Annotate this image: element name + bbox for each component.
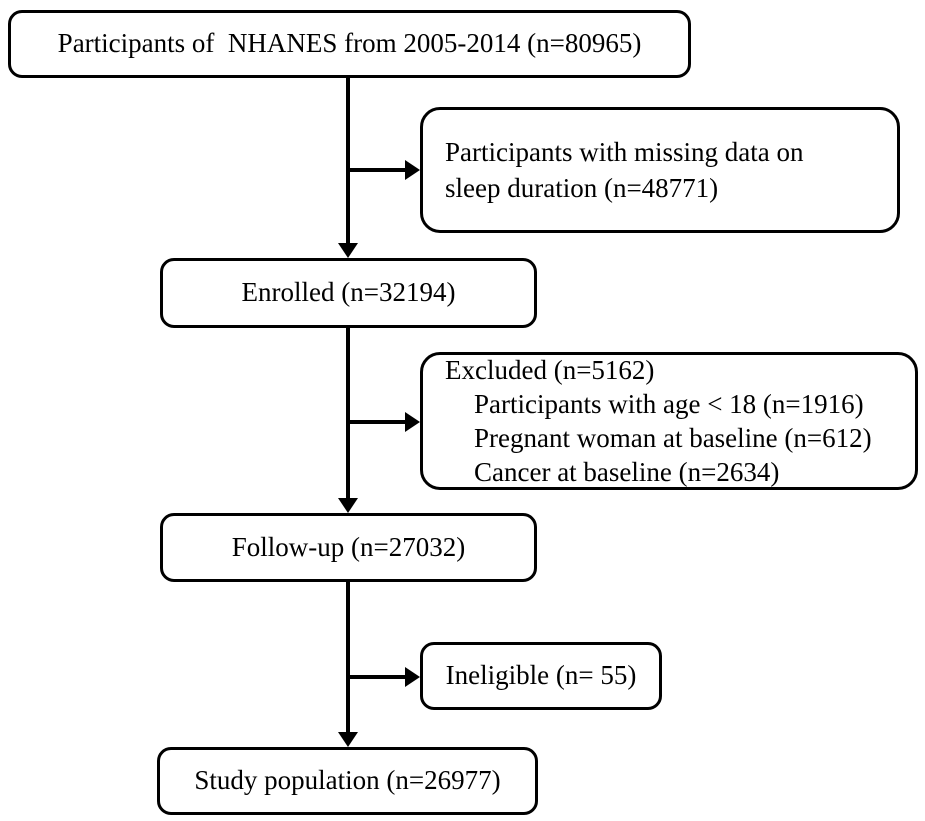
arrowhead-right-missing <box>405 160 420 180</box>
excluded-title: Excluded (n=5162) <box>445 355 655 385</box>
connector-to-missing <box>346 168 406 172</box>
connector-followup-to-study <box>346 580 350 735</box>
box-study-population: Study population (n=26977) <box>157 747 538 815</box>
excluded-item-cancer: Cancer at baseline (n=2634) <box>474 457 780 487</box>
box-excluded <box>420 352 918 490</box>
missing-line-2: sleep duration (n=48771) <box>445 173 719 203</box>
arrowhead-down-followup <box>338 498 358 513</box>
box-nhanes-participants: Participants of NHANES from 2005-2014 (n=80965) <box>8 10 691 78</box>
box-ineligible: Ineligible (n= 55) <box>420 642 662 710</box>
connector-to-ineligible <box>346 675 406 679</box>
arrowhead-right-excluded <box>405 412 420 432</box>
arrowhead-down-enrolled <box>338 243 358 258</box>
box-followup: Follow-up (n=27032) <box>160 513 537 582</box>
missing-line-1: Participants with missing data on <box>445 137 804 167</box>
excluded-item-age: Participants with age < 18 (n=1916) <box>474 389 864 419</box>
connector-enrolled-to-followup <box>346 326 350 501</box>
arrowhead-right-ineligible <box>405 667 420 687</box>
box-enrolled: Enrolled (n=32194) <box>160 258 537 328</box>
connector-to-excluded <box>346 420 406 424</box>
excluded-item-pregnant: Pregnant woman at baseline (n=612) <box>474 423 872 453</box>
arrowhead-down-study <box>338 732 358 747</box>
connector-nhanes-to-enrolled <box>346 76 350 246</box>
box-missing-sleep-data <box>420 107 900 233</box>
